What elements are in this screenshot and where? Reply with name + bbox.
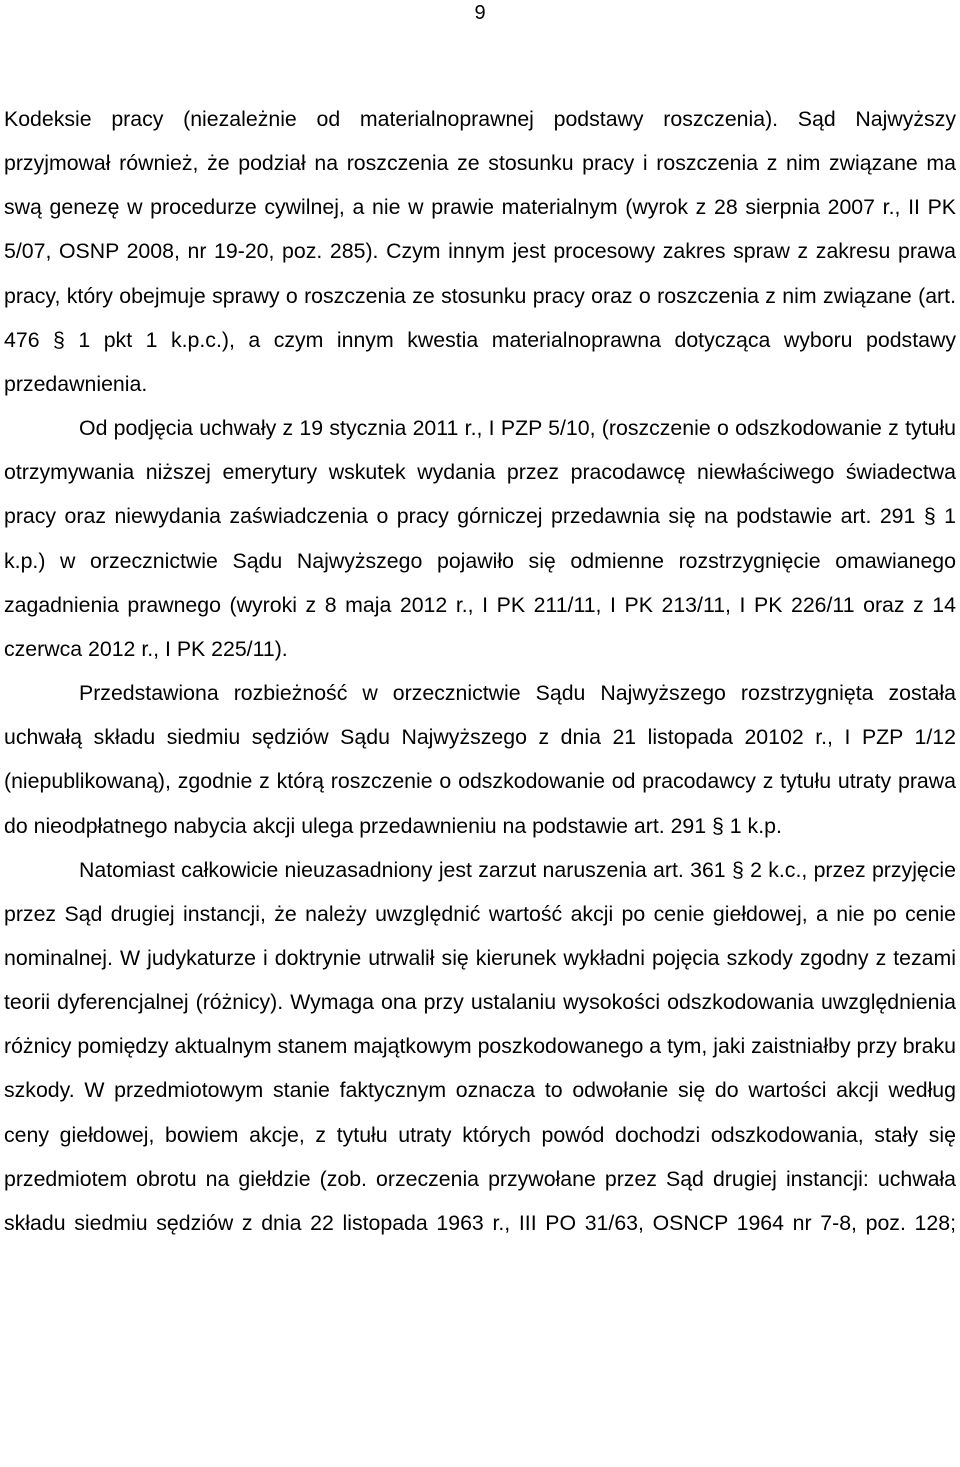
- page-number: 9: [474, 2, 486, 24]
- paragraph-4: Natomiast całkowicie nieuzasadniony jest zarzut naruszenia art. 361 § 2 k.c., przez przyjęcie przez Sąd drugiej instancji, że należy uwzględnić wartość akcji po cenie giełdowej, a nie po cenie nominalnej. W judykaturze i doktrynie utrwalił się kierunek wykładni pojęcia szkody zgodny z tezami teorii dyferencjalnej (różnicy). Wymaga ona przy ustalaniu wysokości odszkodowania uwzględnienia różnicy pomiędzy aktualnym stanem majątkowym poszkodowanego a tym, jaki zaistniałby przy braku szkody. W przedmiotowym stanie faktycznym oznacza to odwołanie się do wartości akcji według ceny giełdowej, bowiem akcje, z tytułu utraty których powód dochodzi odszkodowania, stały się przedmiotem obrotu na giełdzie (zob. orzeczenia przywołane przez Sąd drugiej instancji: uchwała składu siedmiu sędziów z dnia 22 listopada 1963 r., III PO 31/63, OSNCP 1964 nr 7-8, poz. 128;: [4, 857, 956, 1235]
- paragraph-1: Kodeksie pracy (niezależnie od materialnoprawnej podstawy roszczenia). Sąd Najwyższy przyjmował również, że podział na roszczenia ze stosunku pracy i roszczenia z nim związane ma swą genezę w procedurze cywilnej, a nie w prawie materialnym (wyrok z 28 sierpnia 2007 r., II PK 5/07, OSNP 2008, nr 19-20, poz. 285). Czym innym jest procesowy zakres spraw z zakresu prawa pracy, który obejmuje sprawy o roszczenia ze stosunku pracy oraz o roszczenia z nim związane (art. 476 § 1 pkt 1 k.p.c.), a czym innym kwestia materialnoprawna dotycząca wyboru podstawy przedawnienia.: [4, 107, 956, 396]
- paragraph-2: Od podjęcia uchwały z 19 stycznia 2011 r., I PZP 5/10, (roszczenie o odszkodowanie z tytułu otrzymywania niższej emerytury wskutek wydania przez pracodawcę niewłaściwego świadectwa pracy oraz niewydania zaświadczenia o pracy górniczej przedawnia się na podstawie art. 291 § 1 k.p.) w orzecznictwie Sądu Najwyższego pojawiło się odmienne rozstrzygnięcie omawianego zagadnienia prawnego (wyroki z 8 maja 2012 r., I PK 211/11, I PK 213/11, I PK 226/11 oraz z 14 czerwca 2012 r., I PK 225/11).: [4, 416, 956, 661]
- document-body: [4, 97, 956, 1245]
- paragraph-3: Przedstawiona rozbieżność w orzecznictwie Sądu Najwyższego rozstrzygnięta została uchwałą składu siedmiu sędziów Sądu Najwyższego z dnia 21 listopada 20102 r., I PZP 1/12 (niepublikowaną), zgodnie z którą roszczenie o odszkodowanie od pracodawcy z tytułu utraty prawa do nieodpłatnego nabycia akcji ulega przedawnieniu na podstawie art. 291 § 1 k.p.: [4, 681, 956, 838]
